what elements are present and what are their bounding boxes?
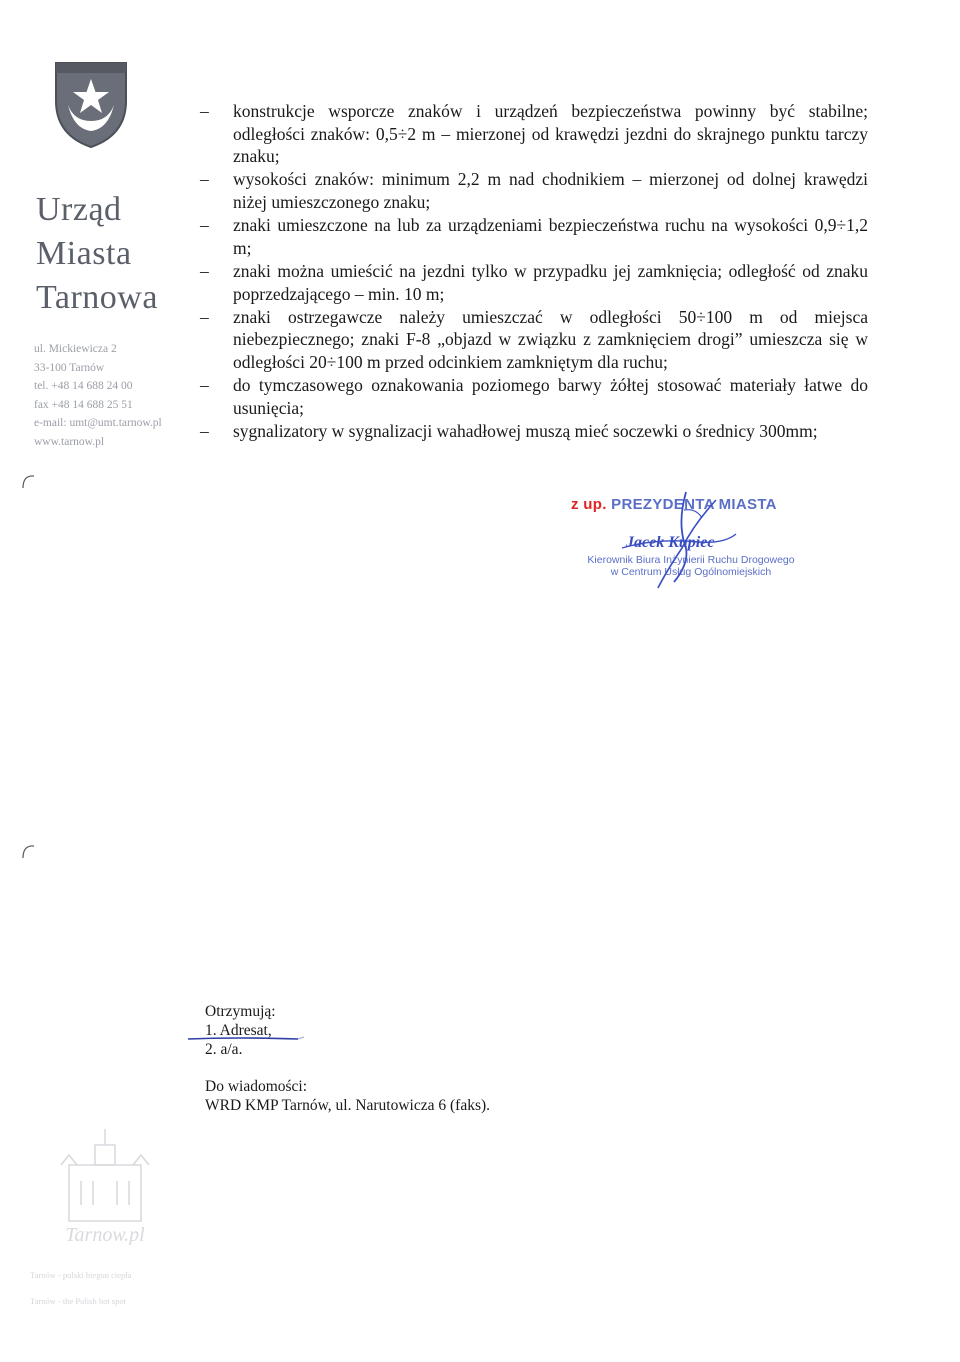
list-item [200,260,868,305]
punch-hole-icon [20,842,38,860]
pen-underline-icon [186,1034,306,1044]
requirements-list [200,100,868,442]
signatory-role-line: w Centrum Usług Ogólnomiejskich [610,566,772,578]
bullet-dash: – [200,101,209,121]
handwritten-signature-icon [566,490,806,590]
list-item-text: wysokości znaków: minimum 2,2 m nad chodnikiem – mierzonej od dolnej krawędzi niżej umieszczonego znaku; [233,169,868,212]
signature-stamp [566,490,806,590]
city-crest-icon [52,55,130,149]
footer-slogans [30,1262,190,1314]
org-name-line: Tarnowa [36,279,158,316]
list-item-text: znaki umieszczone na lub za urządzeniami bezpieczeństwa ruchu na wysokości 0,9÷1,2 m; [233,215,868,258]
list-item-text: znaki ostrzegawcze należy umieszczać w odległości 50÷100 m od miejsca niebezpiecznego; znaki F-8 „objazd w związku z zamknięciem drogi” umieszcza się w odległości 20÷100 m przed odcinkiem zamkniętym dla ruchu; [233,306,868,372]
contact-phone: tel. +48 14 688 24 00 [34,380,133,392]
contact-address: ul. Mickiewicza 2 [34,343,117,355]
contact-fax: fax +48 14 688 25 51 [34,398,133,411]
contact-email: e-mail: umt@umt.tarnow.pl [34,417,162,429]
footer-slogan-pl: Tarnów - polski biegun ciepła [30,1270,132,1280]
signatory-name: Jacek Kupiec [626,534,715,551]
list-item-text: do tymczasowego oznakowania poziomego barwy żółtej stosować materiały łatwe do usunięcia; [233,375,868,418]
organization-name [36,188,186,320]
footer-logo-text: Tarnow.pl [65,1224,145,1245]
contact-info [34,340,189,451]
list-item-text: sygnalizatory w sygnalizacji wahadłowej muszą mieć soczewki o średnicy 300mm; [233,420,818,441]
punch-hole-icon [20,472,38,490]
list-item-text: konstrukcje wsporcze znaków i urządzeń bezpieczeństwa powinny być stabilne; odległości znaków: 0,5÷2 m – mierzonej od krawędzi jezdni do skrajnego punktu tarczy znaku; [233,101,868,167]
bullet-dash: – [200,169,209,190]
bullet-dash: – [200,260,209,281]
recipient-item: 2. a/a. [205,1041,243,1058]
stamp-title-text: PREZYDENTA MIASTA [611,496,777,513]
list-item [200,214,868,259]
bullet-dash: – [200,420,209,441]
stamp-prefix: z up. [571,496,607,513]
list-item [200,420,868,443]
signatory-role-line: Kierownik Biura Inżynierii Ruchu Drogowego [587,554,795,566]
letter-body [200,100,868,443]
org-name-line: Urząd [36,191,122,228]
bullet-dash: – [200,306,209,327]
recipients-block [205,1002,490,1115]
tarnow-town-hall-logo-icon [55,1125,155,1245]
list-item [200,306,868,374]
list-item [200,168,868,213]
recipient-item: 1. Adresat, [205,1022,272,1039]
list-item [200,100,868,168]
recipients-heading: Otrzymują: [205,1003,276,1020]
footer-slogan-en: Tarnów - the Polish hot spot [30,1296,126,1306]
list-item [200,374,868,419]
list-item-text: znaki można umieścić na jezdni tylko w przypadku jej zamknięcia; odległość od znaku poprzedzającego – min. 10 m; [233,260,868,304]
org-name-line: Miasta [36,235,132,272]
letterhead-sidebar [0,0,190,1362]
contact-website: www.tarnow.pl [34,435,105,448]
bullet-dash: – [200,375,209,396]
bullet-dash: – [200,215,209,236]
info-item: WRD KMP Tarnów, ul. Narutowicza 6 (faks). [205,1097,491,1114]
info-heading: Do wiadomości: [205,1078,308,1095]
contact-postcode: 33-100 Tarnów [34,361,105,374]
